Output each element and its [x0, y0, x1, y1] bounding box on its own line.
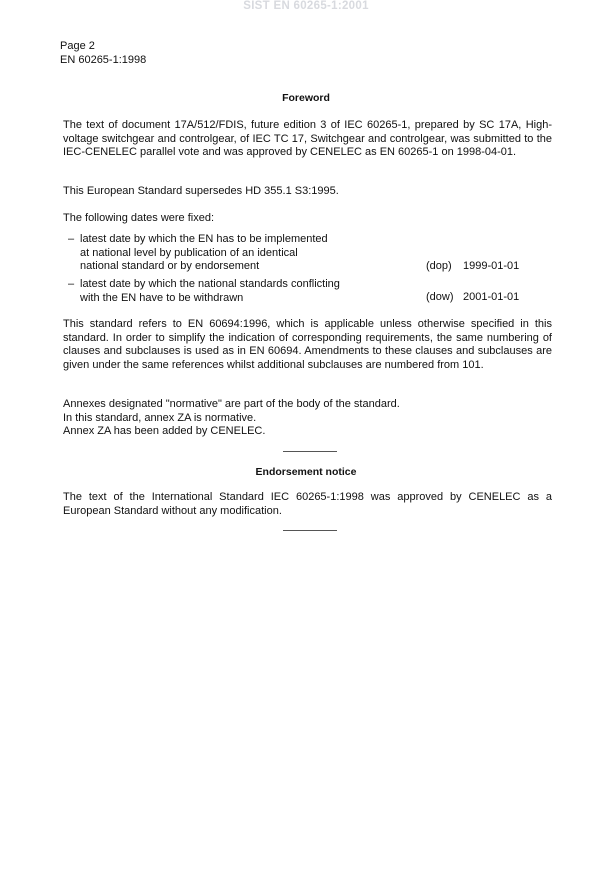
foreword-paragraph-dates-intro: The following dates were fixed:	[63, 212, 215, 224]
annex-line: In this standard, annex ZA is normative.	[63, 411, 257, 424]
annex-note	[63, 398, 552, 439]
dash-bullet: –	[68, 278, 75, 290]
endorsement-title: Endorsement notice	[255, 466, 357, 478]
watermark: SIST EN 60265-1:2001	[243, 0, 369, 12]
page-header	[60, 40, 146, 67]
dash-bullet: –	[68, 233, 75, 245]
annex-line: Annex ZA has been added by CENELEC.	[63, 425, 266, 438]
date-code-dop: (dop)	[426, 260, 452, 272]
foreword-paragraph-supersedes: This European Standard supersedes HD 355.1 S3:1995.	[63, 185, 339, 197]
foreword-title: Foreword	[282, 92, 330, 104]
date-item-line: latest date by which the national standards conflicting	[80, 278, 340, 290]
annex-line: Annexes designated "normative" are part of the body of the standard.	[63, 398, 400, 410]
endorsement-paragraph: The text of the International Standard IEC 60265-1:1998 was approved by CENELEC as a European Standard without any modification.	[63, 491, 552, 517]
date-code-dow: (dow)	[426, 291, 454, 303]
date-item-line: national standard or by endorsement	[80, 260, 260, 273]
date-item-line: latest date by which the EN has to be implemented	[80, 233, 328, 245]
page-number: Page 2	[60, 40, 95, 52]
section-divider	[283, 451, 337, 452]
foreword-paragraph-1: The text of document 17A/512/FDIS, future edition 3 of IEC 60265-1, prepared by SC 17A, High-voltage switchgear and controlgear, of IEC TC 17, Switchgear and controlgear, was submitted to the IEC-CENELEC parallel vote and was approved by CENELEC as EN 60265-1 on 1998-04-01.	[63, 119, 552, 159]
date-value-dop: 1999-01-01	[463, 260, 520, 272]
standard-number: EN 60265-1:1998	[60, 53, 147, 66]
date-item-line: at national level by publication of an identical	[80, 246, 298, 259]
date-item-line: with the EN have to be withdrawn	[80, 291, 244, 304]
date-value-dow: 2001-01-01	[463, 291, 520, 303]
end-divider	[283, 530, 337, 531]
foreword-paragraph-references: This standard refers to EN 60694:1996, which is applicable unless otherwise specified in this standard. In order to simplify the indication of corresponding requirements, the same numbering of clauses and subclauses is used as in EN 60694. Amendments to these clauses and subclauses are given under the same references whilst additional subclauses are numbered from 101.	[63, 318, 552, 371]
